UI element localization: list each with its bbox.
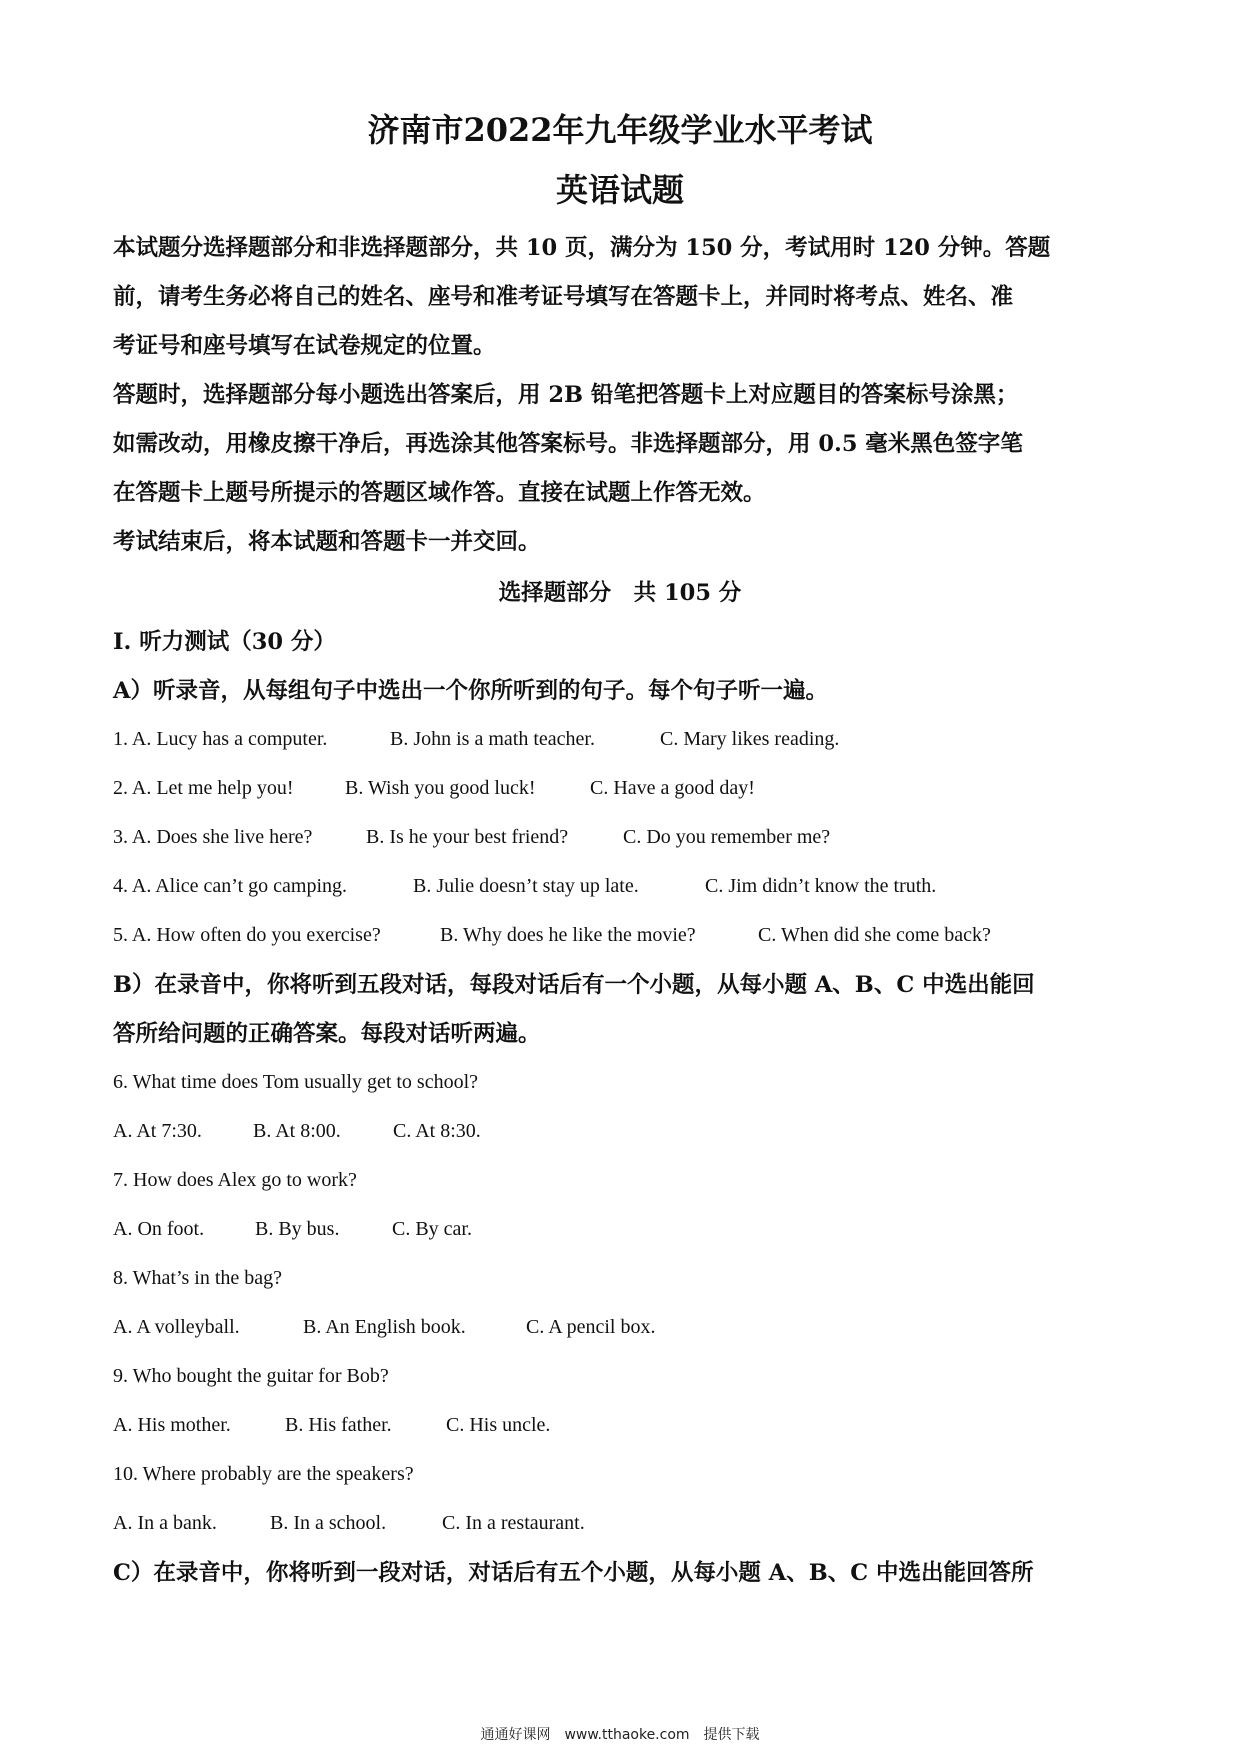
- option-a: A. A volleyball.: [113, 1316, 240, 1338]
- option-c: C. Do you remember me?: [623, 826, 831, 848]
- question-text: 9. Who bought the guitar for Bob?: [113, 1365, 389, 1387]
- option-a: A. In a bank.: [113, 1512, 217, 1534]
- instruction-line: 考证号和座号填写在试卷规定的位置。: [113, 333, 496, 359]
- option-a: 1. A. Lucy has a computer.: [113, 728, 328, 750]
- partB-instruction: B）在录音中，你将听到五段对话，每段对话后有一个小题，从每小题 A、B、C 中选出能回: [113, 972, 1035, 998]
- option-b: B. In a school.: [270, 1512, 387, 1534]
- partA-item: [113, 921, 991, 949]
- part1-heading: Ⅰ. 听力测试（30 分）: [113, 629, 336, 655]
- option-c: C. By car.: [392, 1218, 472, 1240]
- footer-watermark: 通通好课网 www.tthaoke.com 提供下载: [480, 1727, 760, 1743]
- question-options: [113, 1313, 655, 1341]
- exam-title: 济南市2022年九年级学业水平考试: [367, 111, 873, 149]
- question-text: 7. How does Alex go to work?: [113, 1169, 357, 1191]
- option-c: C. A pencil box.: [526, 1316, 656, 1338]
- option-c: C. Have a good day!: [590, 777, 755, 799]
- question-text: 6. What time does Tom usually get to school?: [113, 1071, 479, 1093]
- option-c: C. His uncle.: [446, 1414, 551, 1436]
- partA-item: [113, 823, 830, 851]
- instruction-line: 如需改动，用橡皮擦干净后，再选涂其他答案标号。非选择题部分，用 0.5 毫米黑色签字笔: [113, 431, 1023, 457]
- option-b: B. An English book.: [303, 1316, 466, 1338]
- partA-item: [113, 725, 839, 753]
- option-b: B. Why does he like the movie?: [440, 924, 696, 946]
- partC-instruction: C）在录音中，你将听到一段对话，对话后有五个小题，从每小题 A、B、C 中选出能回答所: [113, 1560, 1034, 1586]
- option-a: A. At 7:30.: [113, 1120, 202, 1142]
- option-b: B. His father.: [285, 1414, 392, 1436]
- question-options: [113, 1215, 472, 1243]
- option-b: B. John is a math teacher.: [390, 728, 595, 750]
- option-a: 4. A. Alice can’t go camping.: [113, 875, 348, 897]
- option-a: A. On foot.: [113, 1218, 205, 1240]
- partA-item: [113, 872, 936, 900]
- section-heading: 选择题部分 共 105 分: [498, 580, 742, 606]
- option-a: 3. A. Does she live here?: [113, 826, 313, 848]
- option-a: 5. A. How often do you exercise?: [113, 924, 381, 946]
- option-c: C. Mary likes reading.: [660, 728, 840, 750]
- instruction-line: 答题时，选择题部分每小题选出答案后，用 2B 铅笔把答题卡上对应题目的答案标号涂黑；: [113, 382, 1019, 408]
- question-text: 10. Where probably are the speakers?: [113, 1463, 414, 1485]
- option-c: C. In a restaurant.: [442, 1512, 585, 1534]
- question-options: [113, 1411, 550, 1439]
- instruction-line: 前，请考生务必将自己的姓名、座号和准考证号填写在答题卡上，并同时将考点、姓名、准: [113, 284, 1014, 310]
- partA-item: [113, 774, 755, 802]
- option-c: C. Jim didn’t know the truth.: [705, 875, 937, 897]
- question-text: 8. What’s in the bag?: [113, 1267, 283, 1289]
- exam-subtitle: 英语试题: [555, 171, 684, 209]
- question-options: [113, 1117, 481, 1145]
- option-a: 2. A. Let me help you!: [113, 777, 294, 799]
- partB-instruction: 答所给问题的正确答案。每段对话听两遍。: [113, 1021, 541, 1047]
- option-a: A. His mother.: [113, 1414, 231, 1436]
- option-b: B. Wish you good luck!: [345, 777, 536, 799]
- question-options: [113, 1509, 585, 1537]
- option-b: B. Is he your best friend?: [366, 826, 569, 848]
- partA-instruction: A）听录音，从每组句子中选出一个你所听到的句子。每个句子听一遍。: [113, 678, 828, 704]
- instruction-line: 本试题分选择题部分和非选择题部分，共 10 页，满分为 150 分，考试用时 120 分钟。答题: [113, 235, 1051, 261]
- option-c: C. At 8:30.: [393, 1120, 481, 1142]
- option-c: C. When did she come back?: [758, 924, 991, 946]
- option-b: B. By bus.: [255, 1218, 340, 1240]
- option-b: B. At 8:00.: [253, 1120, 341, 1142]
- option-b: B. Julie doesn’t stay up late.: [413, 875, 639, 897]
- instruction-line: 在答题卡上题号所提示的答题区域作答。直接在试题上作答无效。: [113, 480, 766, 506]
- instruction-line: 考试结束后，将本试题和答题卡一并交回。: [113, 529, 541, 555]
